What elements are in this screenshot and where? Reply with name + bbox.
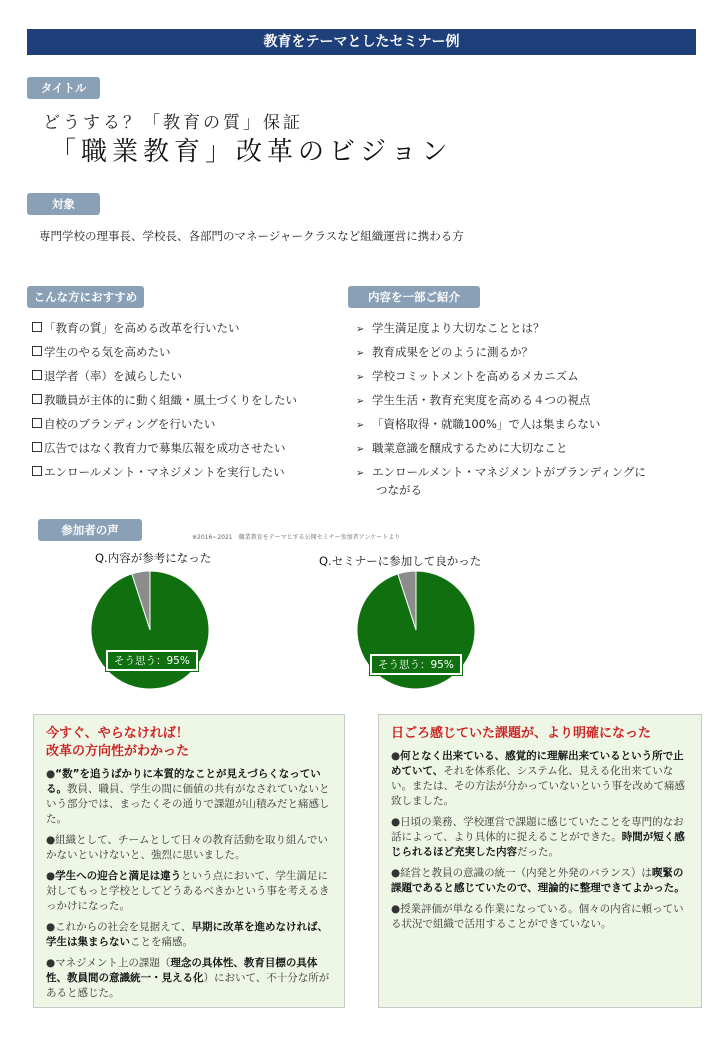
bullet-icon: ●	[391, 867, 401, 879]
bullet-icon: ●	[46, 870, 56, 882]
feedback-text: マネジメント上の課題（	[55, 957, 171, 969]
feedback-item	[46, 767, 332, 827]
feedback-text: という点において、学生満足に対してもっと学校としてどうあるべきかという事を考えるきっかけになった。	[46, 870, 330, 912]
feedback-item	[46, 869, 332, 914]
feedback-text: 時間が短く感じられるほど充実した内容	[391, 831, 685, 858]
pie-chart-content-useful	[86, 566, 216, 696]
bullet-icon: ●	[391, 816, 401, 828]
list-item: 教職員が主体的に動く組織・風土づくりをしたい	[32, 392, 297, 408]
title-tag: タイトル	[27, 77, 100, 99]
arrow-bullet-icon: ➢	[356, 324, 365, 335]
list-item: エンロールメント・マネジメントを実行したい	[32, 464, 285, 480]
pie-slice-agree	[91, 571, 209, 689]
feedback-text: それを体系化、システム化、見える化出来ていない。または、その方法が分かっていないという事を改めて痛感致しました。	[391, 765, 685, 807]
feedback-text: 日頃の業務、学校運営で課題に感じていたことを専門的なお話によって、より具体的に捉えることができた。	[391, 816, 684, 843]
checkbox-icon	[32, 418, 42, 428]
list-item: 学生のやる気を高めたい	[32, 344, 171, 360]
list-item: ➢ 職業意識を醸成するために大切なこと	[356, 441, 568, 455]
list-item: 自校のブランディングを行いたい	[32, 416, 215, 432]
arrow-bullet-icon: ➢	[356, 468, 365, 479]
checkbox-icon	[32, 442, 42, 452]
feedback-item	[46, 956, 332, 1001]
bullet-icon: ●	[46, 834, 56, 846]
feedback-box-right	[378, 714, 702, 1008]
checkbox-icon	[32, 394, 42, 404]
feedback-item	[391, 815, 689, 860]
seminar-title: 「職業教育」改革のビジョン	[50, 137, 453, 167]
feedback-item	[46, 833, 332, 863]
feedback-item	[391, 902, 689, 932]
bullet-icon: ●	[46, 921, 56, 933]
feedback-text: “数”を追うばかりに本質的なことが見えづらくなっている。	[46, 768, 321, 795]
list-item: ➢ 学生満足度より大切なこととは？	[356, 321, 545, 335]
list-item: ➢ 学校コミットメントを高めるメカニズム	[356, 369, 579, 383]
checkbox-icon	[32, 370, 42, 380]
list-item-continuation: つながる	[376, 483, 422, 497]
arrow-bullet-icon: ➢	[356, 396, 365, 407]
bullet-icon: ●	[46, 768, 56, 780]
chart-1-title: Q.内容が参考になった	[95, 551, 212, 565]
bullet-icon: ●	[391, 750, 401, 762]
feedback-text: だった。	[517, 846, 559, 858]
feedback-text: 学生への迎合と満足は違う	[55, 870, 182, 882]
page-banner: 教育をテーマとしたセミナー例	[27, 29, 696, 55]
list-item: 「教育の質」を高める改革を行いたい	[32, 320, 240, 336]
list-item: ➢ 「資格取得・就職100%」で人は集まらない	[356, 417, 601, 431]
voices-tag: 参加者の声	[38, 519, 142, 541]
left-box-heading-2: 改革の方向性がわかった	[46, 744, 190, 759]
list-item: ➢ 学生生活・教育充実度を高める４つの視点	[356, 393, 591, 407]
recommend-tag: こんな方におすすめ	[27, 286, 144, 308]
arrow-bullet-icon: ➢	[356, 348, 365, 359]
feedback-text: これからの社会を見据えて、	[55, 921, 192, 933]
seminar-subtitle: どうする？「教育の質」保証	[43, 113, 303, 133]
feedback-text: 理念の具体性、教育目標の具体性、教員間の意識統一・見える化	[46, 957, 318, 984]
list-item: 広告ではなく教育力で募集広報を成功させたい	[32, 440, 286, 456]
feedback-text: ことを痛感。	[130, 936, 193, 948]
list-item: 退学者（率）を減らしたい	[32, 368, 182, 384]
audience-tag: 対象	[27, 193, 100, 215]
feedback-text: 組織として、チームとして日々の教育活動を取り組んでいかないといけないと、強烈に思いました。	[46, 834, 328, 861]
left-box-heading-1: 今すぐ、やらなければ！	[46, 726, 189, 741]
bullet-icon: ●	[46, 957, 56, 969]
feedback-item	[391, 749, 689, 809]
pie-1-data-label: そう思う：95%	[106, 650, 198, 671]
list-item: ➢ 教育成果をどのように測るか？	[356, 345, 533, 359]
feedback-box-left	[33, 714, 345, 1008]
audience-text: 専門学校の理事長、学校長、各部門のマネージャークラスなど組織運営に携わる方	[39, 229, 464, 243]
arrow-bullet-icon: ➢	[356, 420, 365, 431]
feedback-text: ）において、不十分な所があると感じた。	[46, 972, 330, 999]
arrow-bullet-icon: ➢	[356, 444, 365, 455]
chart-2-title: Q.セミナーに参加して良かった	[319, 554, 482, 568]
pie-2-data-label: そう思う：95%	[370, 654, 462, 675]
arrow-bullet-icon: ➢	[356, 372, 365, 383]
pie-chart-glad-attended	[352, 566, 482, 696]
feedback-text: 何となく出来ている、感覚的に理解出来ているという所で止めていて、	[391, 750, 684, 777]
checkbox-icon	[32, 322, 42, 332]
checkbox-icon	[32, 346, 42, 356]
list-item: ➢ エンロールメント・マネジメントがブランディングに	[356, 465, 646, 479]
feedback-item	[46, 920, 332, 950]
feedback-text: 経営と教員の意識の統一（内発と外発のバランス）は	[400, 867, 652, 879]
feedback-text: 教員、職員、学生の間に価値の共有がなされていないという部分では、まったくその通りで課題が山積みだと痛感した。	[46, 783, 330, 825]
feedback-item	[391, 866, 689, 896]
checkbox-icon	[32, 466, 42, 476]
bullet-icon: ●	[391, 903, 401, 915]
feedback-text: 授業評価が単なる作業になっている。個々の内省に頼っている状況で組織で活用することができていない。	[391, 903, 684, 930]
feedback-text: 喫緊の課題であると感じていたので、理論的に整理できてよかった。	[391, 867, 685, 894]
right-box-heading: 日ごろ感じていた課題が、より明確になった	[391, 726, 652, 741]
contents-tag: 内容を一部ご紹介	[348, 286, 480, 308]
survey-note: ※2016~2021 職業教育をテーマとする公開セミナー参加者アンケートより	[192, 534, 401, 541]
feedback-text: 早期に改革を進めなければ、学生は集まらない	[46, 921, 328, 948]
